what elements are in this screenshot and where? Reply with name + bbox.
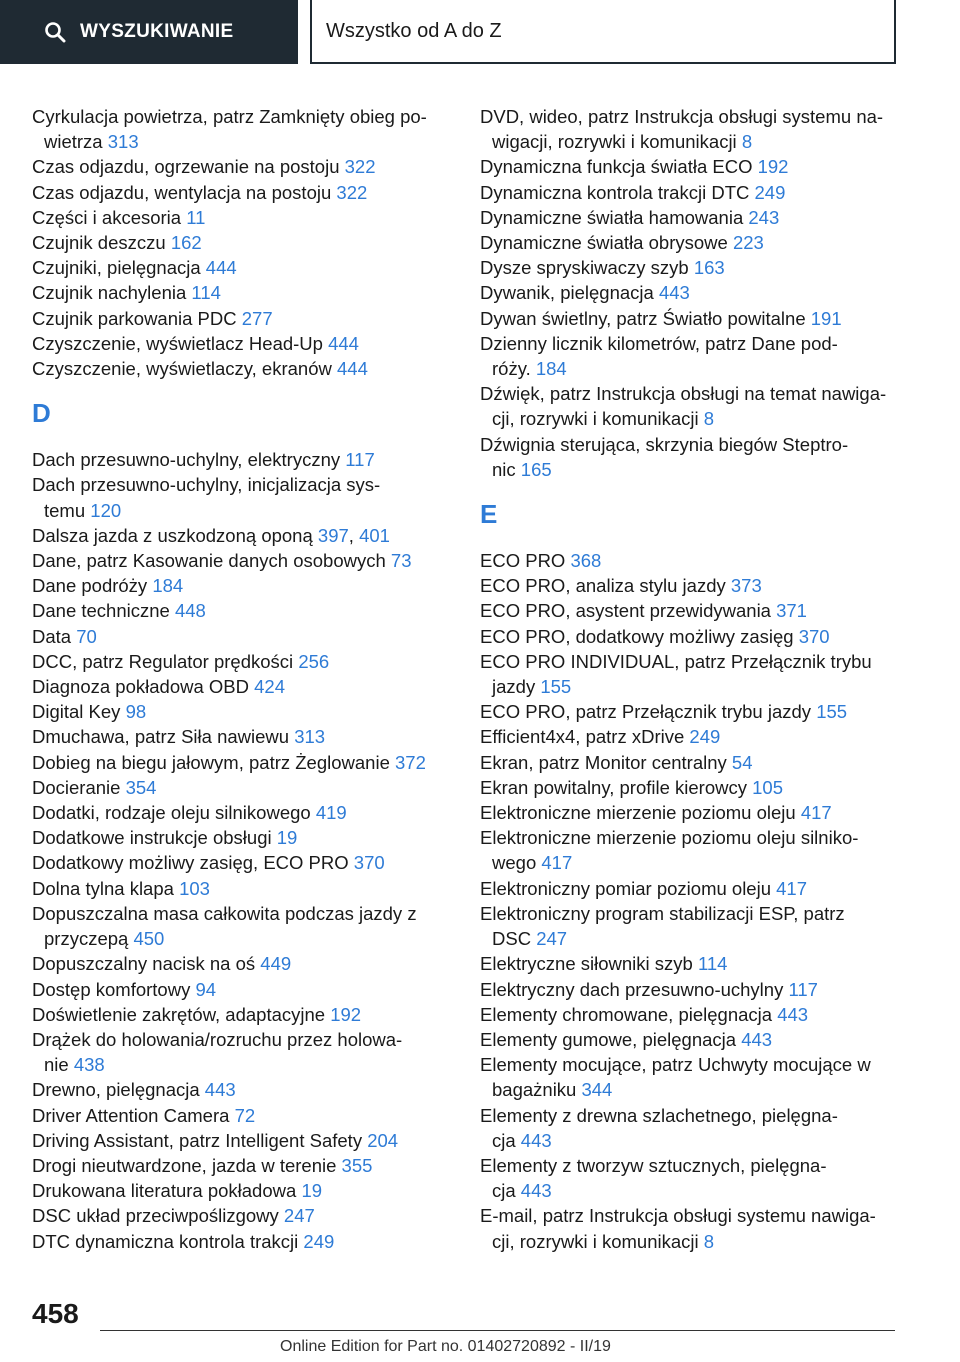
index-entry bbox=[32, 674, 472, 699]
index-entry bbox=[32, 1178, 472, 1203]
page-link[interactable]: 103 bbox=[179, 877, 210, 899]
index-entry bbox=[32, 901, 472, 951]
index-entry bbox=[480, 154, 910, 179]
entry-text: Czyszczenie, wyświetlaczy, ekranów bbox=[32, 358, 337, 380]
index-entry bbox=[32, 1153, 472, 1178]
index-entry bbox=[32, 800, 472, 825]
entry-text: Driver Attention Camera bbox=[32, 1104, 235, 1126]
entry-text: DSC układ przeciwpoślizgowy bbox=[32, 1205, 284, 1227]
entry-text: nic bbox=[492, 458, 521, 480]
entry-text: jazdy bbox=[492, 676, 541, 698]
page-link[interactable]: 444 bbox=[205, 257, 237, 279]
index-entry bbox=[32, 825, 472, 850]
index-entry bbox=[480, 951, 910, 976]
page-link[interactable]: 243 bbox=[748, 206, 780, 228]
index-entry bbox=[480, 699, 910, 724]
entry-text: Elementy chromowane, pielęgnacja bbox=[480, 1003, 778, 1025]
page-link[interactable]: 401 bbox=[359, 524, 390, 546]
page-link[interactable]: 443 bbox=[204, 1079, 236, 1101]
page-link[interactable]: 191 bbox=[810, 307, 842, 329]
index-entry bbox=[32, 1203, 472, 1228]
page-link[interactable]: 373 bbox=[730, 575, 762, 597]
page-link[interactable]: 204 bbox=[367, 1129, 399, 1151]
entry-text: Dopuszczalna masa całkowita podczas jazdy z bbox=[32, 902, 417, 924]
page-number: 458 bbox=[32, 1298, 79, 1329]
entry-text: wigacji, rozrywki i komunikacji bbox=[492, 131, 742, 153]
page-link[interactable]: 370 bbox=[353, 852, 385, 874]
index-entry bbox=[32, 775, 472, 800]
entry-text: wego bbox=[492, 852, 542, 874]
page-link[interactable]: 162 bbox=[170, 232, 202, 254]
page-link[interactable]: 424 bbox=[254, 676, 286, 698]
entry-text: ECO PRO, patrz Przełącznik trybu jazdy bbox=[480, 701, 817, 723]
entry-text: Elementy z tworzyw sztucznych, pielęgna- bbox=[480, 1154, 827, 1176]
index-entry bbox=[32, 205, 472, 230]
page-link[interactable]: 249 bbox=[689, 726, 721, 748]
entry-text: DTC dynamiczna kontrola trakcji bbox=[32, 1230, 304, 1252]
entry-text: Części i akcesoria bbox=[32, 206, 187, 228]
index-entry bbox=[32, 472, 472, 522]
entry-text: Dodatkowe instrukcje obsługi bbox=[32, 827, 277, 849]
index-entry bbox=[480, 775, 910, 800]
index-entry bbox=[480, 104, 910, 154]
index-entry bbox=[480, 750, 910, 775]
entry-text: Dane techniczne bbox=[32, 600, 175, 622]
entry-text: Czujniki, pielęgnacja bbox=[32, 257, 206, 279]
entry-text: Dach przesuwno-uchylny, elektryczny bbox=[32, 449, 346, 471]
section-letter-d: D bbox=[32, 398, 51, 429]
index-entry bbox=[480, 724, 910, 749]
index-entry bbox=[480, 331, 910, 381]
index-entry bbox=[32, 356, 472, 381]
entry-text: E-mail, patrz Instrukcja obsługi systemu nawiga- bbox=[480, 1205, 876, 1227]
page-link[interactable]: 8 bbox=[703, 1230, 715, 1252]
entry-text: Elektroniczny pomiar poziomu oleju bbox=[480, 877, 777, 899]
index-column-left bbox=[32, 104, 472, 1254]
entry-text: Ekran powitalny, profile kierowcy bbox=[480, 776, 753, 798]
entry-text: Dolna tylna klapa bbox=[32, 877, 180, 899]
index-entry bbox=[32, 850, 472, 875]
entry-text: Efficient4x4, patrz xDrive bbox=[480, 726, 690, 748]
index-entry bbox=[32, 230, 472, 255]
page-link[interactable]: 417 bbox=[800, 802, 832, 824]
entry-text: Data bbox=[32, 625, 77, 647]
page-link[interactable]: 438 bbox=[73, 1054, 105, 1076]
entry-text: Dynamiczne światła obrysowe bbox=[480, 232, 733, 254]
page-link[interactable]: 355 bbox=[341, 1154, 373, 1176]
page-link[interactable]: 8 bbox=[741, 131, 753, 153]
index-entry bbox=[32, 977, 472, 1002]
entry-text: Dodatki, rodzaje oleju silnikowego bbox=[32, 802, 316, 824]
page-link[interactable]: 117 bbox=[788, 978, 818, 1000]
entry-text: Dane podróży bbox=[32, 575, 153, 597]
index-entry bbox=[480, 825, 910, 875]
index-entry bbox=[32, 1229, 472, 1254]
search-tab-button[interactable] bbox=[0, 0, 298, 64]
page-link[interactable]: 155 bbox=[816, 701, 848, 723]
index-entry bbox=[480, 649, 910, 699]
entry-text: Elektroniczne mierzenie poziomu oleju bbox=[480, 802, 801, 824]
entry-text: ECO PRO INDIVIDUAL, patrz Przełącznik trybu bbox=[480, 650, 872, 672]
entry-text: Czujnik nachylenia bbox=[32, 282, 192, 304]
entry-text: Dynamiczne światła hamowania bbox=[480, 206, 749, 228]
entry-text: Dalsza jazda z uszkodzoną oponą bbox=[32, 524, 318, 546]
index-entry bbox=[32, 447, 472, 472]
entry-text: bagażniku bbox=[492, 1079, 582, 1101]
page-link[interactable]: 19 bbox=[301, 1180, 323, 1202]
page-link[interactable]: 417 bbox=[541, 852, 573, 874]
header bbox=[0, 0, 960, 66]
entry-text: cja bbox=[492, 1180, 521, 1202]
entry-text: Elementy gumowe, pielęgnacja bbox=[480, 1028, 742, 1050]
page-link[interactable]: 449 bbox=[260, 953, 292, 975]
page-link[interactable]: 192 bbox=[757, 156, 789, 178]
entry-text: Elektroniczny program stabilizacji ESP, patrz bbox=[480, 902, 845, 924]
page-link[interactable]: 223 bbox=[732, 232, 764, 254]
index-entry bbox=[480, 548, 910, 573]
entry-text: , bbox=[348, 524, 360, 546]
page-link[interactable]: 247 bbox=[283, 1205, 315, 1227]
page-link[interactable]: 114 bbox=[191, 282, 221, 304]
entry-text: Elektryczny dach przesuwno-uchylny bbox=[480, 978, 789, 1000]
entry-text: Dostęp komfortowy bbox=[32, 978, 196, 1000]
entry-text: Drukowana literatura pokładowa bbox=[32, 1180, 302, 1202]
entry-text: Diagnoza pokładowa OBD bbox=[32, 676, 255, 698]
index-entry bbox=[32, 280, 472, 305]
page-link[interactable]: 256 bbox=[298, 650, 330, 672]
index-entry bbox=[480, 1103, 910, 1153]
index-entry bbox=[480, 573, 910, 598]
page-link[interactable]: 419 bbox=[315, 802, 347, 824]
index-entry bbox=[32, 1002, 472, 1027]
index-entry bbox=[32, 750, 472, 775]
page-link[interactable]: 192 bbox=[330, 1003, 362, 1025]
index-entry bbox=[32, 548, 472, 573]
index-entry bbox=[32, 180, 472, 205]
entry-text: DVD, wideo, patrz Instrukcja obsługi systemu na- bbox=[480, 106, 884, 127]
page-link[interactable]: 94 bbox=[195, 978, 217, 1000]
page-link[interactable]: 105 bbox=[752, 776, 784, 798]
entry-text: Czas odjazdu, wentylacja na postoju bbox=[32, 181, 337, 203]
page-link[interactable]: 8 bbox=[703, 408, 715, 430]
entry-text: Drążek do holowania/rozruchu przez holowa- bbox=[32, 1028, 403, 1050]
section-title-tab bbox=[310, 0, 896, 64]
page-link[interactable]: 114 bbox=[697, 953, 728, 975]
index-entry bbox=[480, 381, 910, 431]
index-entry bbox=[480, 977, 910, 1002]
entry-text: Drogi nieutwardzone, jazda w terenie bbox=[32, 1154, 342, 1176]
entry-text: ECO PRO, asystent przewidywania bbox=[480, 600, 777, 622]
entry-text: Ekran, patrz Monitor centralny bbox=[480, 751, 732, 773]
index-entry bbox=[480, 1027, 910, 1052]
entry-text: Dane, patrz Kasowanie danych osobowych bbox=[32, 550, 391, 572]
index-entry bbox=[480, 1002, 910, 1027]
search-icon bbox=[44, 21, 66, 43]
entry-text: cji, rozrywki i komunikacji bbox=[492, 408, 704, 430]
entry-text: temu bbox=[44, 499, 91, 521]
entry-text: Dynamiczna funkcja światła ECO bbox=[480, 156, 758, 178]
page-link[interactable]: 448 bbox=[174, 600, 206, 622]
page-link[interactable]: 165 bbox=[520, 458, 552, 480]
page-link[interactable]: 370 bbox=[798, 625, 830, 647]
entry-text: nie bbox=[44, 1054, 74, 1076]
page-link[interactable]: 417 bbox=[776, 877, 808, 899]
entry-text: przyczepą bbox=[44, 928, 134, 950]
page-link[interactable]: 155 bbox=[540, 676, 572, 698]
index-column-right bbox=[480, 104, 910, 1254]
page-link[interactable]: 443 bbox=[777, 1003, 809, 1025]
entry-text: Dźwięk, patrz Instrukcja obsługi na temat nawiga- bbox=[480, 383, 887, 405]
entry-text: Dopuszczalny nacisk na oś bbox=[32, 953, 261, 975]
entry-text: ECO PRO, analiza stylu jazdy bbox=[480, 575, 731, 597]
page-link[interactable]: 247 bbox=[536, 928, 568, 950]
page-link[interactable]: 184 bbox=[152, 575, 184, 597]
index-entry bbox=[480, 1052, 910, 1102]
entry-text: cji, rozrywki i komunikacji bbox=[492, 1230, 704, 1252]
index-entry bbox=[480, 306, 910, 331]
page-link[interactable]: 70 bbox=[76, 625, 97, 647]
entry-text: Czujnik deszczu bbox=[32, 232, 171, 254]
entry-text: Czujnik parkowania PDC bbox=[32, 307, 242, 329]
index-entry bbox=[480, 280, 910, 305]
page-link[interactable]: 19 bbox=[276, 827, 298, 849]
entry-text: Docieranie bbox=[32, 776, 126, 798]
page-link[interactable]: 443 bbox=[520, 1129, 552, 1151]
entry-text: Dobieg na biegu jałowym, patrz Żeglowanie bbox=[32, 751, 396, 773]
entry-text: cja bbox=[492, 1129, 521, 1151]
page-link[interactable]: 117 bbox=[345, 449, 375, 471]
entry-text: Dywan świetlny, patrz Światło powitalne bbox=[480, 307, 811, 329]
entry-text: Czas odjazdu, ogrzewanie na postoju bbox=[32, 156, 345, 178]
page-link[interactable]: 322 bbox=[344, 156, 376, 178]
page-link[interactable]: 450 bbox=[133, 928, 165, 950]
page-link[interactable]: 120 bbox=[90, 499, 122, 521]
index-entry bbox=[32, 1128, 472, 1153]
page-link[interactable]: 313 bbox=[107, 131, 139, 153]
entry-text: Dmuchawa, patrz Siła nawiewu bbox=[32, 726, 295, 748]
page-link[interactable]: 249 bbox=[303, 1230, 335, 1252]
page-link[interactable]: 444 bbox=[328, 332, 359, 354]
page-link[interactable]: 163 bbox=[693, 257, 725, 279]
page-link[interactable]: 443 bbox=[741, 1028, 773, 1050]
entry-text: Elementy z drewna szlachetnego, pielęgna- bbox=[480, 1104, 838, 1126]
page-link[interactable]: 72 bbox=[234, 1104, 256, 1126]
page-link[interactable]: 54 bbox=[731, 751, 753, 773]
index-entry bbox=[32, 724, 472, 749]
entry-text: wietrza bbox=[44, 131, 108, 153]
index-entry bbox=[480, 800, 910, 825]
entry-text: ECO PRO bbox=[480, 550, 571, 572]
entry-text: Driving Assistant, patrz Intelligent Safety bbox=[32, 1129, 368, 1151]
page-link[interactable]: 277 bbox=[241, 307, 273, 329]
page-link[interactable]: 313 bbox=[294, 726, 326, 748]
index-entry bbox=[32, 1077, 472, 1102]
index-entry bbox=[32, 306, 472, 331]
index-entry bbox=[480, 1153, 910, 1203]
page-link[interactable]: 322 bbox=[336, 181, 368, 203]
page-link[interactable]: 73 bbox=[390, 550, 412, 572]
page-link[interactable]: 443 bbox=[520, 1180, 552, 1202]
page-link[interactable]: 184 bbox=[535, 358, 567, 380]
entry-text: ECO PRO, dodatkowy możliwy zasięg bbox=[480, 625, 799, 647]
page-link[interactable]: 372 bbox=[395, 751, 426, 773]
entry-text: Drewno, pielęgnacja bbox=[32, 1079, 205, 1101]
index-entry bbox=[480, 598, 910, 623]
index-entry bbox=[480, 432, 910, 482]
edition-note: Online Edition for Part no. 01402720892 - II/19 bbox=[280, 1338, 611, 1355]
entry-text: Elementy mocujące, patrz Uchwyty mocujące w bbox=[480, 1054, 871, 1076]
page-link[interactable]: 249 bbox=[754, 181, 786, 203]
index-entry bbox=[32, 523, 472, 548]
page-link[interactable]: 98 bbox=[125, 701, 147, 723]
index-entry bbox=[32, 624, 472, 649]
section-letter-e: E bbox=[480, 499, 498, 530]
index-entry bbox=[480, 901, 910, 951]
index-entry bbox=[32, 154, 472, 179]
search-tab-label: WYSZUKIWANIE bbox=[80, 21, 234, 42]
entry-text: Elektryczne siłowniki szyb bbox=[480, 953, 698, 975]
index-entry bbox=[32, 649, 472, 674]
index-entry bbox=[32, 598, 472, 623]
page-link[interactable]: 371 bbox=[776, 600, 807, 622]
index-entry bbox=[32, 331, 472, 356]
entry-text: Dywanik, pielęgnacja bbox=[480, 282, 659, 304]
entry-text: Dach przesuwno-uchylny, inicjalizacja sys- bbox=[32, 474, 381, 496]
page-link[interactable]: 444 bbox=[337, 358, 368, 380]
index-entry bbox=[32, 255, 472, 280]
page-link[interactable]: 443 bbox=[658, 282, 690, 304]
page-link[interactable]: 344 bbox=[581, 1079, 613, 1101]
entry-text: DSC bbox=[492, 928, 537, 950]
footer-divider bbox=[100, 1330, 895, 1331]
section-title: Wszystko od A do Z bbox=[326, 19, 502, 42]
index-entry bbox=[480, 230, 910, 255]
entry-text: Dzienny licznik kilometrów, patrz Dane pod- bbox=[480, 332, 838, 354]
entry-text: Czyszczenie, wyświetlacz Head-Up bbox=[32, 332, 329, 354]
index-entry bbox=[32, 1027, 472, 1077]
entry-text: Dynamiczna kontrola trakcji DTC bbox=[480, 181, 755, 203]
page-link[interactable]: 397 bbox=[317, 524, 349, 546]
page-link[interactable]: 11 bbox=[186, 206, 206, 228]
page-link[interactable]: 368 bbox=[570, 550, 602, 572]
index-entry bbox=[32, 876, 472, 901]
index-entry bbox=[32, 104, 472, 154]
entry-text: Dysze spryskiwaczy szyb bbox=[480, 257, 694, 279]
entry-text: Dźwignia sterująca, skrzynia biegów Steptro- bbox=[480, 433, 849, 455]
index-entry bbox=[480, 180, 910, 205]
entry-text: Cyrkulacja powietrza, patrz Zamknięty obieg po- bbox=[32, 106, 427, 127]
entry-text: Doświetlenie zakrętów, adaptacyjne bbox=[32, 1003, 331, 1025]
entry-text: Digital Key bbox=[32, 701, 126, 723]
index-entry bbox=[32, 1103, 472, 1128]
index-entry bbox=[32, 573, 472, 598]
page-link[interactable]: 354 bbox=[125, 776, 157, 798]
index-entry bbox=[480, 1203, 910, 1253]
index-entry bbox=[480, 205, 910, 230]
index-entry bbox=[480, 255, 910, 280]
index-entry bbox=[32, 699, 472, 724]
index-entry bbox=[480, 624, 910, 649]
index-entry bbox=[480, 876, 910, 901]
entry-text: Dodatkowy możliwy zasięg, ECO PRO bbox=[32, 852, 354, 874]
entry-text: róży. bbox=[492, 358, 536, 380]
entry-text: Elektroniczne mierzenie poziomu oleju silniko- bbox=[480, 827, 859, 849]
index-entry bbox=[32, 951, 472, 976]
entry-text: DCC, patrz Regulator prędkości bbox=[32, 650, 299, 672]
